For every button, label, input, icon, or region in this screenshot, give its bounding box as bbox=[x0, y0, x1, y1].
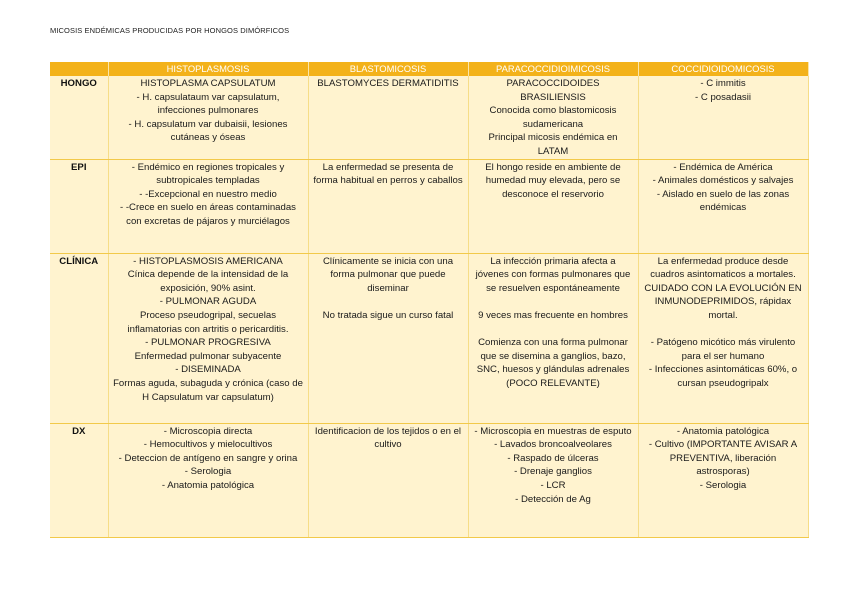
cell-line: El hongo reside en ambiente de humedad muy elevada, pero se desconoce el reservorio bbox=[485, 161, 621, 200]
cell-line: - Anatomia patológica bbox=[161, 479, 255, 491]
cell-line: - Raspado de úlceras bbox=[507, 452, 599, 464]
cell-line: Clínicamente se inicia con una forma pulmonar que puede diseminar bbox=[322, 255, 454, 294]
cell-coccidioidomicosis bbox=[638, 423, 808, 537]
cell-paracoccidioimicosis bbox=[468, 253, 638, 423]
cell-coccidioidomicosis bbox=[638, 159, 808, 253]
cell-line: - Patógeno micótico más virulento para el ser humano bbox=[650, 337, 796, 362]
cell-line bbox=[313, 295, 464, 309]
cell-line: Conocida como blastomicosis sudamericana bbox=[489, 105, 617, 130]
cell-line: - Endémica de América bbox=[673, 161, 773, 173]
cell-line bbox=[473, 323, 634, 337]
row-label: CLÍNICA bbox=[50, 253, 108, 423]
row-label: DX bbox=[50, 423, 108, 537]
cell-line: Cínica depende de la intensidad de la exposición, 90% asint. bbox=[127, 269, 289, 294]
cell-line: - LCR bbox=[540, 479, 566, 491]
cell-line: - Detección de Ag bbox=[515, 493, 591, 505]
cell-line: - PULMONAR PROGRESIVA bbox=[145, 337, 271, 349]
cell-line: Formas aguda, subaguda y crónica (caso de H Capsulatum var capsulatum) bbox=[113, 377, 303, 403]
cell-line: - Serologia bbox=[699, 479, 747, 491]
table-row bbox=[50, 423, 808, 537]
cell-line: - C posadasii bbox=[695, 91, 751, 103]
cell-line: - Serologia bbox=[184, 466, 232, 478]
cell-line: HISTOPLASMA CAPSULATUM bbox=[140, 78, 276, 89]
cell-line: - Aislado en suelo de las zonas endémicas bbox=[656, 188, 790, 214]
row-label: HONGO bbox=[50, 76, 108, 159]
table-header-row bbox=[50, 62, 808, 76]
cell-blastomicosis bbox=[308, 159, 468, 253]
mycoses-table bbox=[50, 62, 809, 538]
cell-histoplasmosis bbox=[108, 159, 308, 253]
cell-line: - Hemocultivos y mielocultivos bbox=[143, 439, 273, 451]
document-title: MICOSIS ENDÉMICAS PRODUCIDAS POR HONGOS DIMÓRFICOS bbox=[50, 26, 290, 35]
cell-line: - Cultivo (IMPORTANTE AVISAR A PREVENTIVA, liberación astrosporas) bbox=[648, 439, 798, 478]
cell-line: La enfermedad se presenta de forma habitual en perros y caballos bbox=[313, 161, 463, 187]
cell-line: - C immitis bbox=[700, 78, 746, 89]
cell-line: Principal micosis endémica en LATAM bbox=[488, 132, 618, 157]
cell-line: - -Crece en suelo en áreas contaminadas con excretas de pájaros y murciélagos bbox=[120, 202, 296, 227]
cell-paracoccidioimicosis bbox=[468, 159, 638, 253]
header-corner bbox=[50, 62, 108, 76]
cell-line: - DISEMINADA bbox=[175, 364, 241, 376]
row-label: EPI bbox=[50, 159, 108, 253]
cell-coccidioidomicosis bbox=[638, 253, 808, 423]
cell-line: Enfermedad pulmonar subyacente bbox=[134, 350, 282, 362]
table-row bbox=[50, 253, 808, 423]
cell-line: - Lavados broncoalveolares bbox=[494, 439, 612, 451]
cell-line: - PULMONAR AGUDA bbox=[159, 296, 257, 308]
cell-line: - Deteccion de antígeno en sangre y orina bbox=[118, 452, 298, 464]
header-coccidioidomicosis: COCCIDIOIDOMICOSIS bbox=[638, 62, 808, 76]
cell-line: La infección primaria afecta a jóvenes con formas pulmonares que se resuelven espontáneamente bbox=[475, 255, 631, 294]
cell-histoplasmosis bbox=[108, 423, 308, 537]
cell-coccidioidomicosis bbox=[638, 76, 808, 159]
table-row bbox=[50, 76, 808, 159]
cell-line: 9 veces mas frecuente en hombres bbox=[478, 309, 628, 321]
cell-paracoccidioimicosis bbox=[468, 76, 638, 159]
cell-line: - Anatomia patológica bbox=[676, 425, 770, 437]
cell-blastomicosis bbox=[308, 76, 468, 159]
cell-line: - Animales domésticos y salvajes bbox=[652, 175, 794, 187]
cell-line: - Drenaje ganglios bbox=[514, 466, 592, 478]
cell-blastomicosis bbox=[308, 253, 468, 423]
cell-line bbox=[473, 295, 634, 309]
header-paracoccidioimicosis: PARACOCCIDIOIMICOSIS bbox=[468, 62, 638, 76]
cell-line: - Infecciones asintomáticas 60%, o cursan pseudogripalx bbox=[648, 364, 798, 389]
table-row bbox=[50, 159, 808, 253]
cell-line: - -Excepcional en nuestro medio bbox=[139, 188, 277, 200]
cell-line: - H. capsulatum var dubaisii, lesiones cutáneas y óseas bbox=[128, 118, 288, 144]
cell-line: La enfermedad produce desde cuadros asintomaticos a mortales. CUIDADO CON LA EVOLUCIÓN EN INMUNODEPRIMIDOS, rápidax mortal. bbox=[644, 255, 802, 321]
cell-line: BLASTOMYCES DERMATIDITIS bbox=[317, 78, 459, 89]
cell-blastomicosis bbox=[308, 423, 468, 537]
cell-histoplasmosis bbox=[108, 76, 308, 159]
cell-line: - H. capsulataum var capsulatum, infecciones pulmonares bbox=[136, 91, 280, 117]
cell-line: PARACOCCIDOIDES BRASILIENSIS bbox=[506, 78, 600, 103]
cell-line: Comienza con una forma pulmonar que se disemina a ganglios, bazo, SNC, huesos y glándulas adrenales (POCO RELEVANTE) bbox=[476, 337, 630, 389]
cell-histoplasmosis bbox=[108, 253, 308, 423]
header-histoplasmosis: HISTOPLASMOSIS bbox=[108, 62, 308, 76]
cell-line: Identificacion de los tejidos o en el cultivo bbox=[314, 425, 462, 451]
cell-line: - Microscopia directa bbox=[163, 425, 253, 437]
cell-line: - Microscopia en muestras de esputo bbox=[474, 425, 632, 437]
cell-paracoccidioimicosis bbox=[468, 423, 638, 537]
cell-line: Proceso pseudogripal, secuelas inflamatorias con artritis o pericarditis. bbox=[127, 309, 289, 335]
header-blastomicosis: BLASTOMICOSIS bbox=[308, 62, 468, 76]
cell-line: - HISTOPLASMOSIS AMERICANA bbox=[133, 255, 283, 267]
cell-line: - Endémico en regiones tropicales y subtropicales templadas bbox=[131, 161, 285, 187]
cell-line: No tratada sigue un curso fatal bbox=[322, 309, 454, 321]
cell-line bbox=[643, 323, 804, 337]
